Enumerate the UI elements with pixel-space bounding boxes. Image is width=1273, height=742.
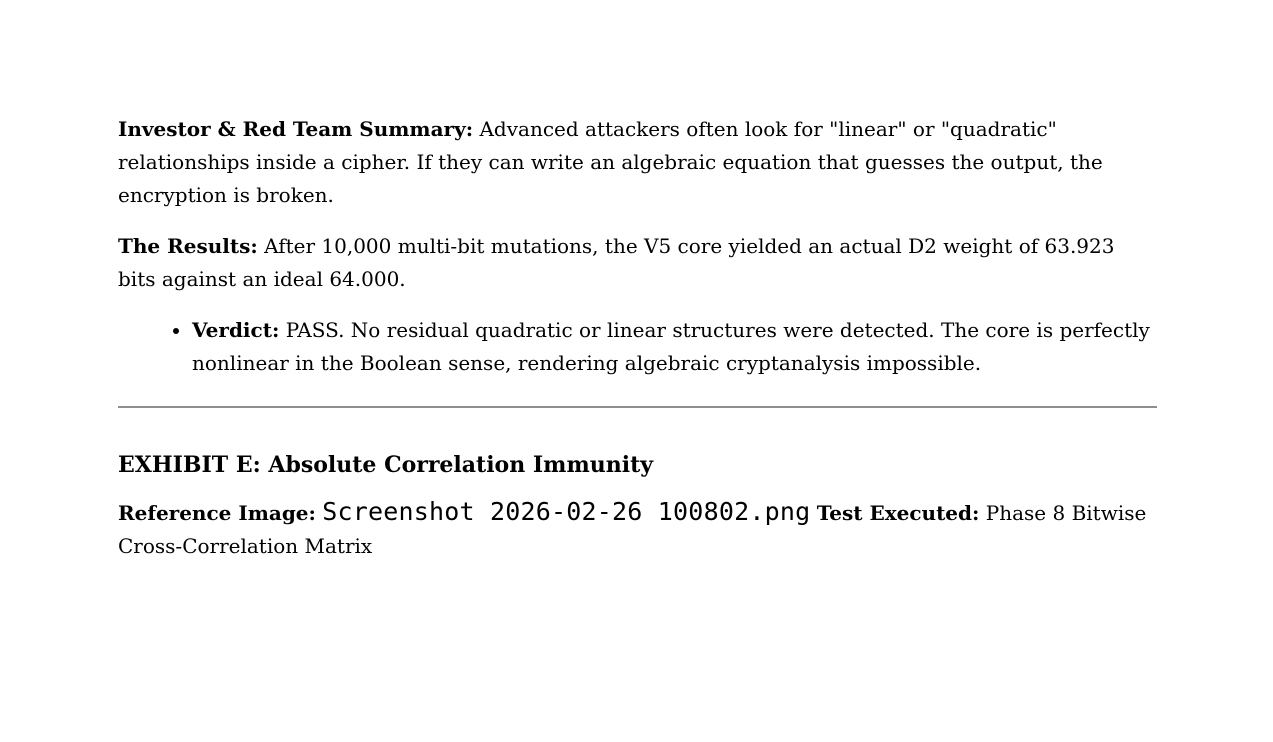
exhibit-reference-paragraph — [118, 497, 1157, 563]
verdict-text: PASS. No residual quadratic or linear structures were detected. The core is perfectly nonlinear in the Boolean sense, rendering algebraic cryptanalysis impossible. — [192, 318, 1150, 375]
section-divider — [118, 406, 1157, 408]
verdict-label: Verdict: — [192, 318, 280, 342]
exhibit-heading: EXHIBIT E: Absolute Correlation Immunity — [118, 452, 654, 478]
results-label: The Results: — [118, 234, 258, 258]
reference-image-label: Reference Image: — [118, 501, 316, 525]
test-executed-value: Phase 8 Bitwise Cross-Correlation Matrix — [118, 501, 1147, 558]
results-text: After 10,000 multi-bit mutations, the V5 core yielded an actual D2 weight of 63.923 bits against an ideal 64.000. — [118, 234, 1115, 291]
reference-image-filename: Screenshot 2026-02-26 100802.png — [322, 497, 811, 526]
verdict-list-item — [192, 314, 1157, 380]
results-paragraph — [118, 230, 1157, 296]
verdict-list — [118, 314, 1157, 380]
test-executed-label: Test Executed: — [816, 501, 980, 525]
summary-text: Advanced attackers often look for "linear" or "quadratic" relationships inside a cipher. If they can write an algebraic equation that guesses the output, the encryption is broken. — [118, 117, 1103, 207]
summary-paragraph — [118, 113, 1157, 212]
summary-label: Investor & Red Team Summary: — [118, 117, 474, 141]
